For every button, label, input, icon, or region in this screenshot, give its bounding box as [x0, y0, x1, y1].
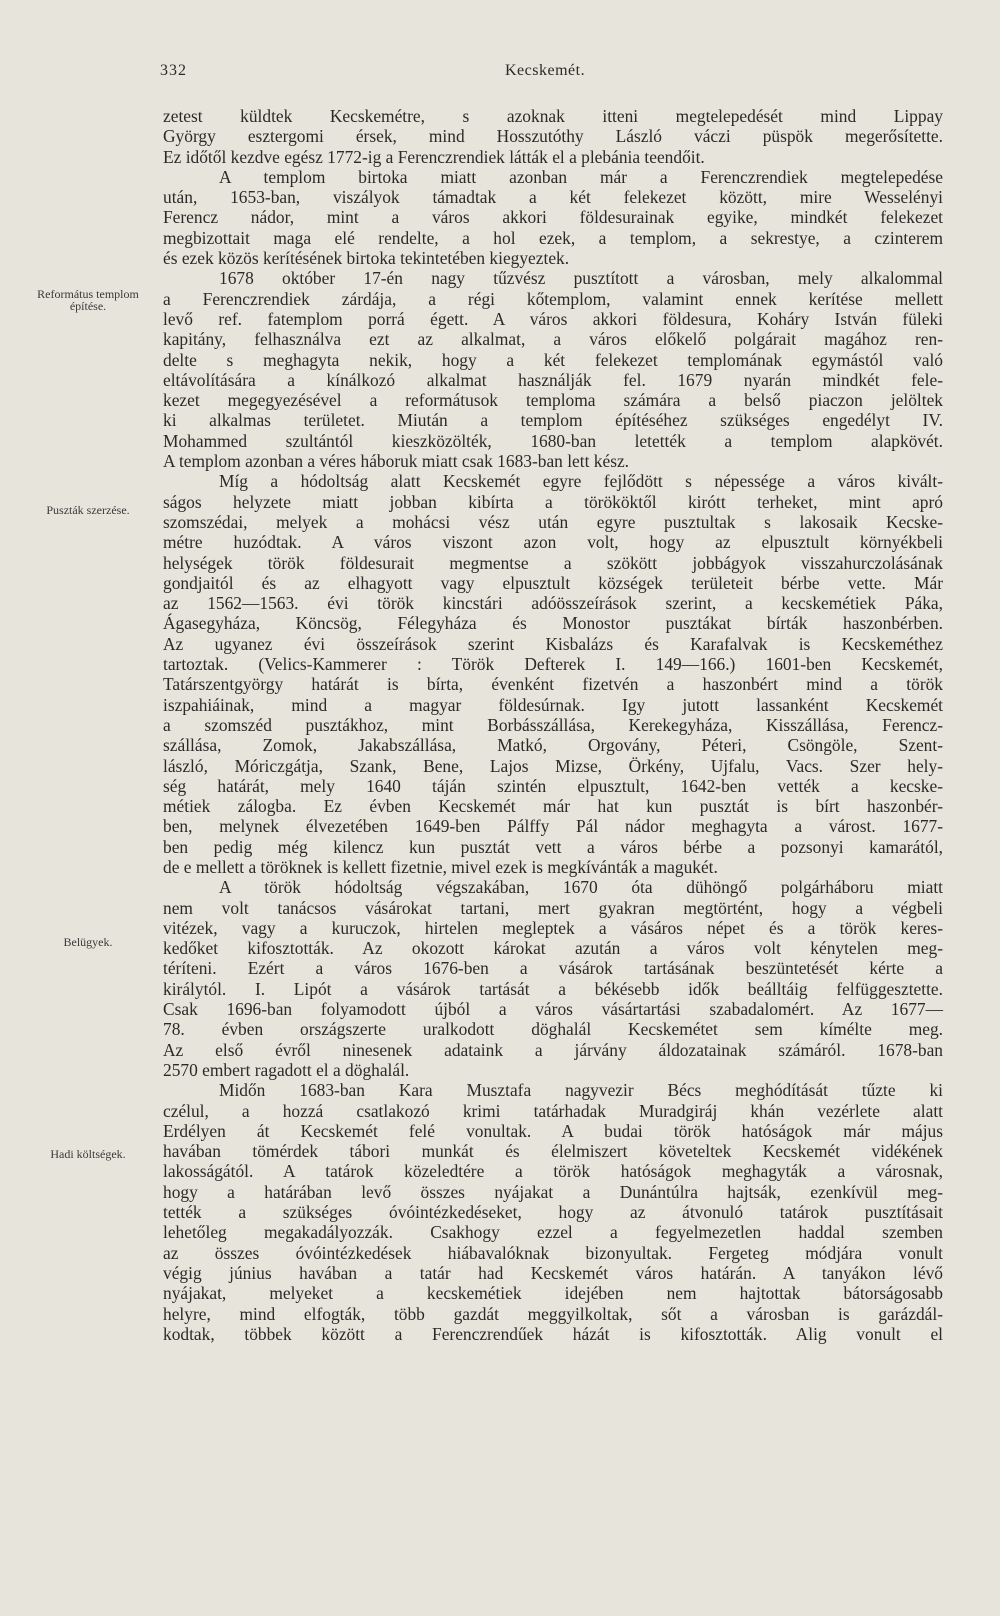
text-line: A török hódoltság végszakában, 1670 óta dühöngő polgárháboru miatt — [219, 877, 943, 898]
text-line: métre huzódtak. A város viszont azon volt, hogy az elpusztult környékbeli — [163, 532, 943, 553]
text-line: a szomszéd pusztákhoz, mint Borbásszállása, Kerekegyháza, Kisszállása, Ferencz- — [163, 714, 943, 735]
text-line: megbizottait maga elé rendelte, a hol ezek, a templom, a sekrestye, a czinterem — [163, 227, 943, 248]
text-line: iszpahiáinak, mind a magyar földesúrnak. Igy jutott lassanként Kecskemét — [163, 694, 943, 715]
text-line: 1678 október 17-én nagy tűzvész pusztított a városban, mely alkalommal — [219, 268, 943, 289]
text-line: Csak 1696-ban folyamodott újból a város vásártartási szabadalomért. Az 1677— — [163, 999, 943, 1020]
text-line: nyájakat, melyeket a kecskemétiek idejében nem hajtottak bátorságosabb — [163, 1283, 943, 1304]
text-line: Erdélyen át Kecskemét felé vonultak. A budai török hatóságok már május — [163, 1120, 943, 1141]
text-line: kezet megegyezésével a reformátusok temploma számára a belső piaczon jelöltek — [163, 390, 943, 411]
text-line: és ezek közös kerítésének birtoka tekintetében kiegyeztek. — [163, 248, 570, 269]
text-line: ságos helyzete miatt jobban kibírta a törököktől kirótt terheket, mint apró — [163, 491, 943, 512]
text-line: a Ferenczrendiek zárdája, a régi kőtemplom, valamint ennek kerítése mellett — [163, 288, 943, 309]
text-line: szomszédai, melyek a mohácsi vész után egyre pusztultak s lakosaik Kecske- — [163, 511, 943, 532]
text-line: Míg a hódoltság alatt Kecskemét egyre fejlődött s népessége a város kivált- — [219, 471, 943, 492]
text-line: Az első évről ninesenek adataink a járvány áldozatainak számáról. 1678-ban — [163, 1039, 943, 1060]
text-line: vitézek, vagy a kuruczok, hirtelen megleptek a vásáros népet és a török keres- — [163, 917, 943, 938]
text-line: után, 1653-ban, viszályok támadtak a két felekezet között, mire Wesselényi — [163, 187, 943, 208]
text-line: zetest küldtek Kecskemétre, s azoknak itteni megtelepedését mind Lippay — [163, 106, 943, 126]
text-line: czélul, a hozzá csatlakozó krimi tatárhadak Muradgiráj khán vezérlete alatt — [163, 1100, 943, 1121]
text-line: Tatárszentgyörgy határát is bírta, évenként fizetvén a haszonbért mind a török — [163, 674, 943, 695]
text-line: Ágasegyháza, Köncsög, Félegyháza és Monostor pusztákat bírták haszonbérben. — [163, 613, 943, 634]
text-line: A templom birtoka miatt azonban már a Ferenczrendiek megtelepedése — [219, 166, 943, 187]
margin-note-belugyek: Belügyek. — [63, 935, 113, 949]
text-line: lászló, Móriczgátja, Szank, Bene, Lajos Mizse, Örkény, Ujfalu, Vacs. Szer hely- — [163, 755, 943, 776]
text-line: havában tömérdek tábori munkát és élelmiszert követeltek Kecskemét vidékének — [163, 1141, 943, 1162]
body-text — [163, 106, 943, 1344]
text-line: A templom azonban a véres háboruk miatt csak 1683-ban lett kész. — [163, 451, 630, 472]
text-line: az összes óvóintézkedések hiábavalóknak bizonyultak. Fergeteg módjára vonult — [163, 1242, 943, 1263]
text-line: levő ref. fatemplom porrá égett. A város akkori földesura, Koháry István füleki — [163, 308, 943, 329]
text-line: ben, melynek élvezetében 1649-ben Pálffy Pál nádor meghagyta a várost. 1677- — [163, 816, 943, 837]
text-line: 78. évben országszerte uralkodott döghalál Kecskemétet sem kímélte meg. — [163, 1019, 943, 1040]
text-line: Ez időtől kezdve egész 1772-ig a Ferenczrendiek látták el a plebánia teendőit. — [163, 146, 705, 167]
text-line: ki alkalmas területet. Miután a templom építéséhez szükséges engedélyt IV. — [163, 410, 943, 431]
text-line: gondjaitól és az elhagyott vagy elpusztult községek területeit bérbe vette. Már — [163, 572, 943, 593]
margin-note-hadi: Hadi költségek. — [50, 1147, 126, 1161]
text-line: az 1562—1563. évi török kincstári adóösszeírások szerint, a kecskemétiek Páka, — [163, 593, 943, 614]
text-line: nem volt tanácsos vásárokat tartani, mert gyakran megtörtént, hogy a végbeli — [163, 897, 943, 918]
text-line: hogy a határában levő összes nyájakat a Dunántúlra hajtsák, ezenkívül meg- — [163, 1181, 943, 1202]
text-line: métiek zálogba. Ez évben Kecskemét már hat kun pusztát is bírt haszonbér- — [163, 796, 943, 817]
margin-note-pusztak: Puszták szerzése. — [46, 503, 130, 517]
text-line: de e mellett a töröknek is kellett fizetnie, mivel ezek is megkívánták a magukét. — [163, 856, 718, 877]
text-line: helyre, mind elfogták, több gazdát meggyilkoltak, sőt a városban is garázdál- — [163, 1303, 943, 1324]
text-line: ben pedig még kilencz kun pusztát vett a város bérbe a pozsonyi kamarától, — [163, 836, 943, 857]
text-line: György esztergomi érsek, mind Hosszutóthy László váczi püspök megerősítette. — [163, 126, 943, 147]
text-line: Az ugyanez évi összeírások szerint Kisbalázs és Karafalvak is Kecskeméthez — [163, 633, 943, 654]
text-line: királytól. I. Lipót a vásárok tartását a békésebb idők beálltáig felfüggesztette. — [163, 978, 943, 999]
page-number: 332 — [160, 62, 187, 79]
text-line: eltávolítására a kínálkozó alkalmat használják fel. 1679 nyarán mindkét fele- — [163, 369, 943, 390]
text-line: kedőket kifosztották. Az okozott károkat azután a város volt kénytelen meg- — [163, 938, 943, 959]
text-line: Ferencz nádor, mint a város akkori földesurainak egyike, mindkét felekezet — [163, 207, 943, 228]
text-line: delte s meghagyta nekik, hogy a két felekezet templomának egymástól való — [163, 349, 943, 370]
text-line: 2570 embert ragadott el a döghalál. — [163, 1059, 410, 1080]
text-line: ség határát, mely 1640 táján szintén elpusztult, 1642-ben vették a kecske- — [163, 775, 943, 796]
page-header — [0, 62, 1000, 86]
running-head: Kecskemét. — [505, 62, 586, 79]
text-line: kapitány, felhasználva ezt az alkalmat, a város előkelő polgárait magához ren- — [163, 329, 943, 350]
text-line: Mohammed szultántól kieszközölték, 1680-ban letették a templom alapkövét. — [163, 430, 943, 451]
text-line: lehetőleg megakadályozzák. Csakhogy ezzel a fegyelmezetlen haddal szemben — [163, 1222, 943, 1243]
text-line: tették a szükséges óvóintézkedéseket, hogy az átvonuló tatárok pusztításait — [163, 1202, 943, 1223]
text-line: végig június havában a tatár had Kecskemét város határán. A tanyákon lévő — [163, 1262, 943, 1283]
margin-note-reformatus: Református templom építése. — [37, 287, 139, 313]
text-line: kodtak, többek között a Ferenczrendűek házát is kifosztották. Alig vonult el — [163, 1323, 943, 1344]
text-line: helységek török földesurait megmentse a szökött jobbágyok visszahurczolásának — [163, 552, 943, 573]
text-line: tartoztak. (Velics-Kammerer : Török Defterek I. 149—166.) 1601-ben Kecskemét, — [163, 654, 943, 675]
text-line: téríteni. Ezért a város 1676-ben a vásárok tartásának beszüntetését kérte a — [163, 958, 943, 979]
text-line: Midőn 1683-ban Kara Musztafa nagyvezir Bécs meghódítását tűzte ki — [219, 1080, 943, 1101]
text-line: lakosságától. A tatárok közeledtére a török hatóságok meghagyták a városnak, — [163, 1161, 943, 1182]
text-line: szállása, Zomok, Jakabszállása, Matkó, Orgovány, Péteri, Csöngöle, Szent- — [163, 735, 943, 756]
